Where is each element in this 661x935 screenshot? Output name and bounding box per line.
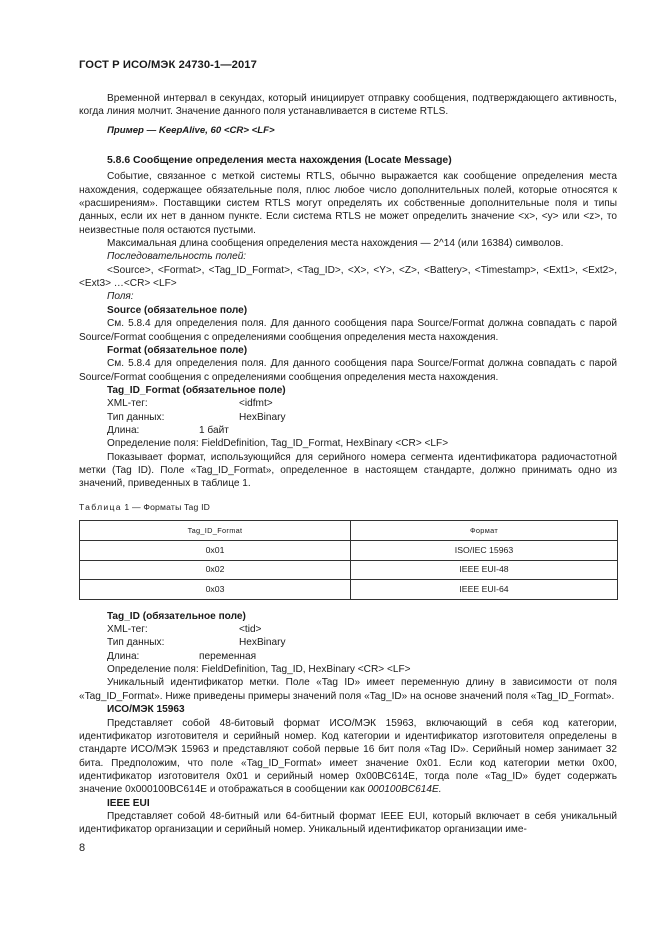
table-cell: 0x02: [80, 560, 351, 580]
tag-id-format-title: Tag_ID_Format (обязательное поле): [107, 384, 286, 396]
tag-id-length-row: Длина: переменная: [107, 650, 257, 662]
page-number: 8: [79, 842, 86, 854]
tag-id-format-text: Показывает формат, использующийся для серийного номера сегмента идентификатора радиочастотной метки (Tag ID). Поле «Tag_ID_Format», определенное в настоящем стандарте, должно принимать одно из значений, приведенных в таблице 1.: [79, 451, 617, 490]
tag-id-formats-table: [79, 520, 618, 600]
source-field-title: Source (обязательное поле): [107, 304, 248, 316]
table-cell: 0x01: [80, 540, 351, 560]
tag-id-text: Уникальный идентификатор метки. Поле «Tag ID» имеет переменную длину в зависимости от поля «Tag_ID_Format». Ниже приведены примеры значений поля «Tag_ID» на основе значений поля «Tag_ID_Format».: [79, 677, 617, 702]
table-header-cell: Формат: [351, 520, 618, 540]
table-cell: IEEE EUI-48: [351, 560, 618, 580]
iso-text: Представляет собой 48-битовый формат ИСО/МЭК 15963, включающий в себя код категории, идентификатор изготовителя и серийный номер. Код категории и идентификатор изготовителя определены в стандарте ИСО/МЭК 15963 и представляют собой первые 16 бит поля «Tag ID». Серийный номер занимает 32 бита. Предположим, что поле «Tag_ID_Format» имеет значение 0x01. Если код категории метки 0x00, идентификатор изготовителя 0x01 и серийный номер 0x00BC614E, тогда поле «Tag_ID» будет содержать значение 0x000100BC614E и отображаться в сообщении как 000100BC614E.: [79, 717, 617, 796]
tag-id-type-row: Тип данных: HexBinary: [107, 637, 286, 649]
sequence-text: <Source>, <Format>, <Tag_ID_Format>, <Tag_ID>, <X>, <Y>, <Z>, <Battery>, <Timestamp>, <Ext1>, <Ext2>, <Ext3> …<CR> <LF>: [79, 264, 617, 290]
table-header-cell: Tag_ID_Format: [80, 520, 351, 540]
format-field-text: См. 5.8.4 для определения поля. Для данного сообщения пара Source/Format должна совпадать с парой Source/Format сообщения с определениями сообщения определения места нахождения.: [79, 358, 617, 383]
table-caption: Таблица 1 — Форматы Tag ID: [79, 501, 211, 512]
iso-title: ИСО/МЭК 15963: [107, 704, 185, 716]
sequence-label: Последовательность полей:: [107, 251, 247, 263]
example-line: Пример — KeepAlive, 60 <CR> <LF>: [107, 124, 275, 136]
tag-id-title: Tag_ID (обязательное поле): [107, 610, 246, 622]
section-paragraph-2: Максимальная длина сообщения определения места нахождения — 2^14 (или 16384) символов.: [107, 238, 564, 250]
tag-id-format-xml-row: XML-тег: <idfmt>: [107, 398, 273, 410]
format-field-title: Format (обязательное поле): [107, 344, 248, 356]
table-cell: 0x03: [80, 580, 351, 600]
ieee-title: IEEE EUI: [107, 797, 150, 809]
table-cell: IEEE EUI-64: [351, 580, 618, 600]
tag-id-format-definition: Определение поля: FieldDefinition, Tag_ID_Format, HexBinary <CR> <LF>: [107, 438, 449, 450]
table-row: [80, 540, 618, 560]
table-row: [80, 580, 618, 600]
tag-id-format-type-row: Тип данных: HexBinary: [107, 411, 286, 423]
source-field-text: См. 5.8.4 для определения поля. Для данного сообщения пара Source/Format должна совпадать с парой Source/Format сообщения с определениями сообщения определения места нахождения.: [79, 318, 617, 343]
section-paragraph-1: Событие, связанное с меткой системы RTLS, обычно выражается как сообщение определения места нахождения, содержащее обязательные поля, плюс любое число дополнительных полей, которые относятся к «расширениям». Поставщики систем RTLS могут определять их собственные дополнительные поля и типы данных, если их нет в данном пункте. Если система RTLS не может определить значение <x>, <y> или <z>, то неизвестные поля остаются пустыми.: [79, 171, 617, 236]
tag-id-definition: Определение поля: FieldDefinition, Tag_ID, HexBinary <CR> <LF>: [107, 664, 411, 676]
fields-label: Поля:: [107, 291, 134, 303]
intro-paragraph: Временной интервал в секундах, который инициирует отправку сообщения, подтверждающего активность, когда линия молчит. Значение данного поля устанавливается в системе RTLS.: [79, 93, 617, 118]
tag-id-xml-row: XML-тег: <tid>: [107, 624, 262, 636]
page-header: ГОСТ Р ИСО/МЭК 24730-1—2017: [79, 59, 257, 71]
table-row: [80, 560, 618, 580]
page-content: [79, 92, 617, 837]
section-title: 5.8.6 Сообщение определения места нахождения (Locate Message): [107, 155, 452, 167]
table-cell: ISO/IEC 15963: [351, 540, 618, 560]
table-header-row: [80, 520, 618, 540]
tag-id-format-length-row: Длина: 1 байт: [107, 424, 229, 436]
ieee-text: Представляет собой 48-битный или 64-битный формат IEEE EUI, который включает в себя уникальный идентификатор организации и серийный номер. Уникальный идентификатор организации име-: [79, 810, 617, 836]
